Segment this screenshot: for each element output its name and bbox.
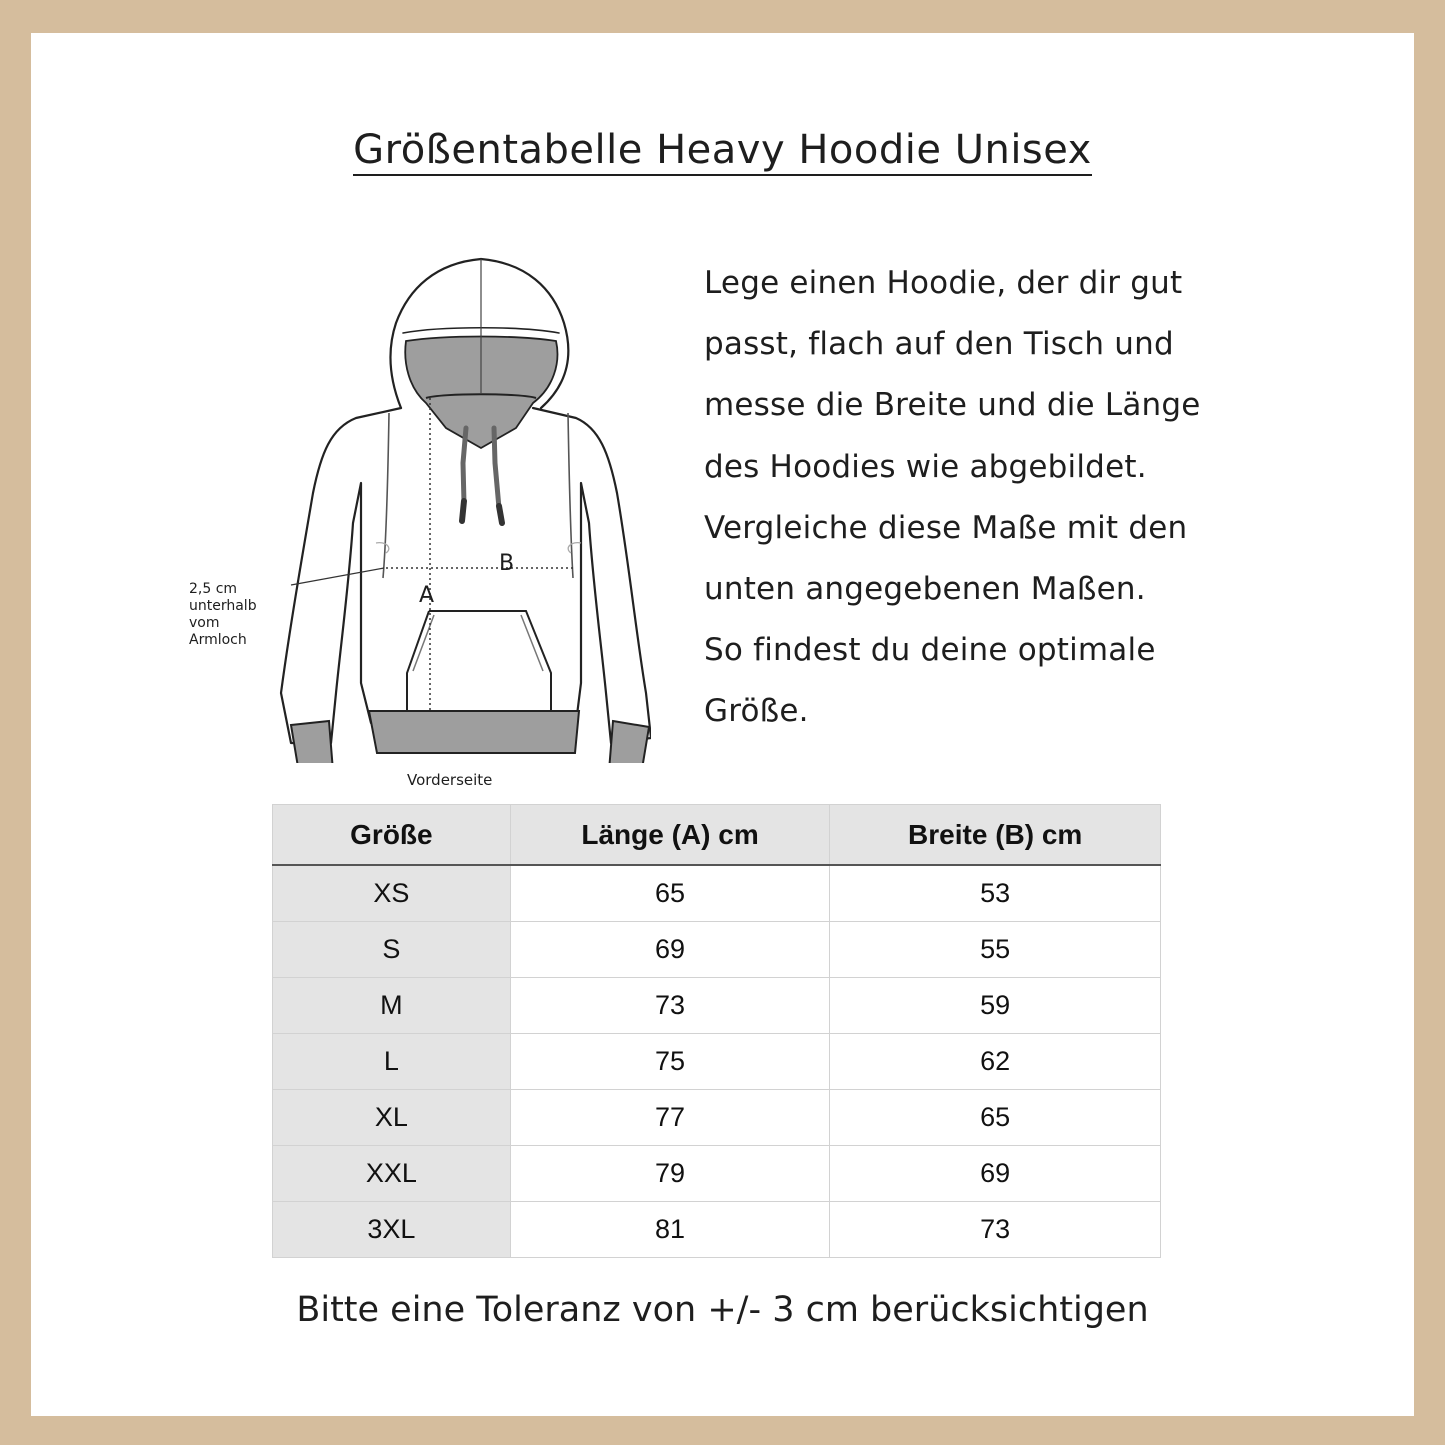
cell-length: 69	[510, 922, 830, 978]
cell-size: M	[273, 978, 511, 1034]
cell-length: 73	[510, 978, 830, 1034]
size-table	[272, 804, 1161, 1258]
table-row	[273, 865, 1161, 922]
header-size: Größe	[273, 805, 511, 866]
cell-size: L	[273, 1034, 511, 1090]
cell-width: 73	[830, 1202, 1161, 1258]
illustration-caption: Vorderseite	[407, 771, 493, 789]
header-length: Länge (A) cm	[510, 805, 830, 866]
cell-width: 62	[830, 1034, 1161, 1090]
table-row	[273, 1202, 1161, 1258]
label-a: A	[419, 583, 435, 608]
cell-width: 55	[830, 922, 1161, 978]
page-title-text: Größentabelle Heavy Hoodie Unisex	[353, 127, 1092, 176]
cell-size: XXL	[273, 1146, 511, 1202]
armhole-annotation: 2,5 cm unterhalb vom Armloch	[189, 581, 257, 648]
cell-length: 65	[510, 865, 830, 922]
hoodie-diagram-icon	[181, 223, 651, 763]
table-row	[273, 978, 1161, 1034]
table-row	[273, 1034, 1161, 1090]
size-chart-card	[31, 33, 1414, 1416]
tolerance-note: Bitte eine Toleranz von +/- 3 cm berücksichtigen	[296, 1290, 1149, 1330]
table-row	[273, 1146, 1161, 1202]
cell-size: S	[273, 922, 511, 978]
cell-length: 77	[510, 1090, 830, 1146]
cell-width: 65	[830, 1090, 1161, 1146]
hoodie-illustration	[181, 223, 651, 789]
measuring-instructions: Lege einen Hoodie, der dir gut passt, flach auf den Tisch und messe die Breite und die Länge des Hoodies wie abgebildet. Vergleiche diese Maße mit den unten angegebenen Maßen. So findest du deine optimale Größe.	[704, 265, 1201, 730]
cell-length: 79	[510, 1146, 830, 1202]
table-row	[273, 1090, 1161, 1146]
label-b: B	[499, 551, 515, 576]
cell-length: 81	[510, 1202, 830, 1258]
cell-width: 59	[830, 978, 1161, 1034]
cell-size: XS	[273, 865, 511, 922]
header-width: Breite (B) cm	[830, 805, 1161, 866]
page-title	[31, 125, 1414, 175]
cell-width: 53	[830, 865, 1161, 922]
table-header-row	[273, 805, 1161, 866]
cell-size: 3XL	[273, 1202, 511, 1258]
cell-length: 75	[510, 1034, 830, 1090]
table-row	[273, 922, 1161, 978]
cell-size: XL	[273, 1090, 511, 1146]
cell-width: 69	[830, 1146, 1161, 1202]
